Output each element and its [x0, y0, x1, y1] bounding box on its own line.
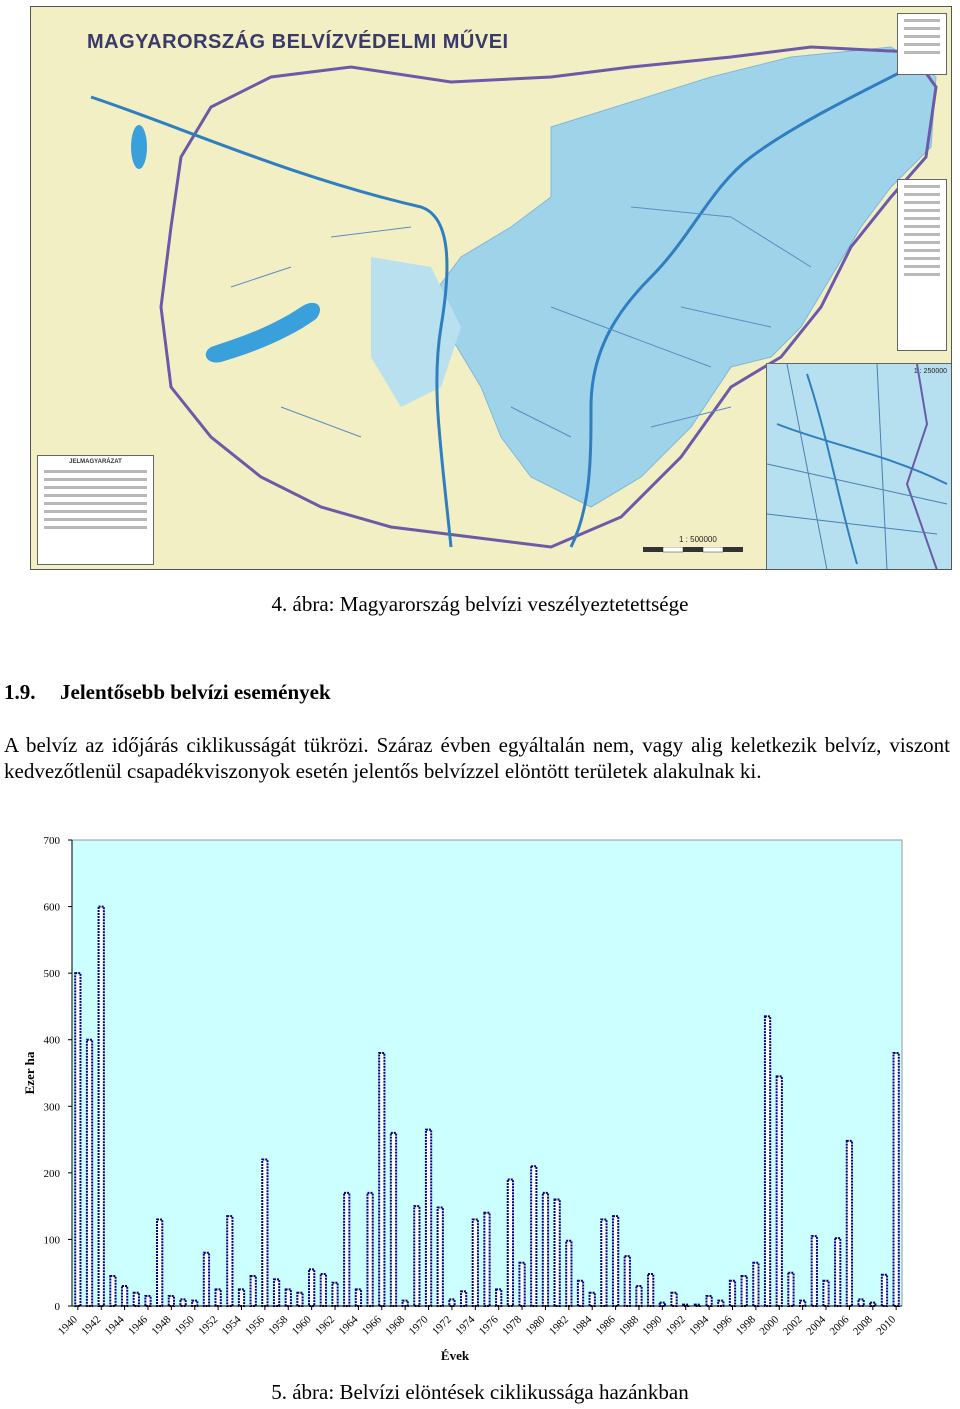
bar-1956: [262, 1160, 267, 1306]
bar-1964: [356, 1289, 361, 1306]
y-tick-label: 100: [43, 1234, 60, 1247]
bar-2004: [823, 1281, 828, 1306]
x-tick-label: 1970: [406, 1313, 431, 1338]
section-title: Jelentősebb belvízi események: [60, 680, 331, 704]
x-tick-label: 1984: [570, 1313, 595, 1338]
bar-1980: [543, 1193, 548, 1306]
x-tick-label: 1988: [617, 1313, 642, 1338]
x-tick-label: 1982: [546, 1313, 571, 1338]
inset-graphic: [767, 364, 951, 570]
inset-scale: 1 : 250000: [913, 368, 947, 375]
bar-1949: [180, 1299, 185, 1306]
bar-1943: [110, 1276, 115, 1306]
map-side-legend: [897, 179, 947, 351]
map-inset: [766, 363, 952, 570]
bar-1982: [566, 1241, 571, 1306]
x-tick-label: 1968: [383, 1313, 408, 1338]
y-tick-label: 300: [43, 1101, 60, 1114]
bar-2006: [847, 1141, 852, 1306]
figure-4-caption: 4. ábra: Magyarország belvízi veszélyeztetettsége: [271, 592, 689, 616]
x-tick-label: 1956: [242, 1313, 268, 1338]
x-tick-label: 1986: [593, 1313, 618, 1338]
bar-2002: [800, 1301, 805, 1306]
bar-1969: [414, 1206, 419, 1306]
bar-1996: [730, 1281, 735, 1306]
bar-1974: [473, 1219, 478, 1306]
x-tick-label: 1994: [687, 1313, 712, 1338]
bar-1965: [367, 1193, 372, 1306]
bar-1972: [449, 1299, 454, 1306]
x-tick-label: 1944: [102, 1313, 127, 1338]
bar-1998: [753, 1263, 758, 1306]
x-tick-label: 1958: [266, 1313, 291, 1338]
bar-2009: [882, 1275, 887, 1306]
scale-bar: [643, 547, 743, 555]
bar-1959: [297, 1293, 302, 1306]
section-heading: [4, 680, 331, 705]
bar-2003: [812, 1236, 817, 1306]
x-tick-label: 1948: [149, 1313, 174, 1338]
map-info-box: [897, 13, 947, 75]
x-tick-label: 1972: [430, 1313, 455, 1338]
x-tick-label: 2010: [874, 1313, 899, 1338]
bar-1970: [426, 1130, 431, 1306]
bar-2007: [858, 1299, 863, 1306]
bar-1981: [555, 1199, 560, 1306]
x-tick-label: 1950: [172, 1313, 197, 1338]
bar-1989: [648, 1274, 653, 1306]
bar-1945: [134, 1293, 139, 1306]
y-tick-label: 400: [43, 1034, 60, 1047]
x-tick-label: 1980: [523, 1313, 548, 1338]
y-tick-label: 700: [43, 835, 60, 847]
bar-1986: [613, 1216, 618, 1306]
bar-1985: [601, 1219, 606, 1306]
bar-1955: [251, 1276, 256, 1306]
x-tick-label: 1992: [663, 1313, 688, 1338]
bar-1962: [332, 1283, 337, 1306]
bar-1971: [438, 1207, 443, 1306]
bar-1999: [765, 1016, 770, 1306]
x-tick-label: 2000: [757, 1313, 782, 1338]
x-tick-label: 1960: [289, 1313, 314, 1338]
x-axis-label: Évek: [440, 1348, 470, 1363]
x-tick-label: 1996: [710, 1313, 735, 1338]
legend-title: JELMAGYARÁZAT: [69, 459, 122, 465]
section-paragraph: A belvíz az időjárás ciklikusságát tükrözi. Száraz évben egyáltalán nem, vagy alig keletkezik belvíz, viszont kedvezőtlenül csapadékviszonyok esetén jelentős belvízzel elöntött területek alakulnak ki.: [4, 733, 950, 783]
x-tick-label: 1998: [733, 1313, 758, 1338]
section-number: 1.9.: [4, 680, 36, 704]
bar-1940: [75, 973, 80, 1306]
x-tick-label: 2002: [780, 1313, 805, 1338]
bar-1983: [578, 1281, 583, 1306]
bar-1977: [508, 1180, 513, 1306]
bar-1984: [590, 1293, 595, 1306]
x-tick-label: 1964: [336, 1313, 361, 1338]
x-tick-label: 2008: [850, 1313, 875, 1338]
x-tick-label: 1942: [79, 1313, 104, 1338]
bar-2000: [777, 1076, 782, 1306]
x-tick-label: 1954: [219, 1313, 244, 1338]
bar-1997: [742, 1276, 747, 1306]
bar-1947: [157, 1219, 162, 1306]
bar-1978: [519, 1263, 524, 1306]
x-axis: [56, 1306, 902, 1338]
lake-fertő: [131, 125, 147, 169]
x-tick-label: 1974: [453, 1313, 478, 1338]
bar-2001: [788, 1273, 793, 1306]
chart-svg: [0, 828, 960, 1368]
x-tick-label: 1978: [500, 1313, 525, 1338]
y-tick-label: 500: [43, 968, 60, 981]
bar-1942: [99, 907, 104, 1306]
bar-1963: [344, 1193, 349, 1306]
bar-2010: [894, 1053, 899, 1306]
bar-1975: [484, 1213, 489, 1306]
x-tick-label: 2004: [804, 1313, 829, 1338]
bar-1944: [122, 1286, 127, 1306]
bar-1952: [216, 1289, 221, 1306]
bar-1961: [321, 1274, 326, 1306]
bar-1953: [227, 1216, 232, 1306]
bar-1991: [671, 1293, 676, 1306]
map-title: MAGYARORSZÁG BELVÍZVÉDELMI MŰVEI: [87, 31, 509, 53]
x-tick-label: 1990: [640, 1313, 665, 1338]
bar-1954: [239, 1289, 244, 1306]
bar-1960: [309, 1269, 314, 1306]
bar-1968: [403, 1301, 408, 1306]
x-tick-label: 1940: [55, 1313, 80, 1338]
bar-2005: [835, 1238, 840, 1306]
x-tick-label: 2006: [827, 1313, 852, 1338]
y-axis-label: Ezer ha: [22, 1051, 37, 1095]
bar-1988: [636, 1286, 641, 1306]
x-tick-label: 1962: [313, 1313, 338, 1338]
x-tick-label: 1946: [126, 1313, 151, 1338]
bar-1950: [192, 1301, 197, 1306]
x-tick-label: 1966: [359, 1313, 384, 1338]
bar-1957: [274, 1279, 279, 1306]
bar-1979: [531, 1166, 536, 1306]
bar-1951: [204, 1253, 209, 1306]
bar-1994: [706, 1296, 711, 1306]
bar-1987: [625, 1256, 630, 1306]
bar-1958: [286, 1289, 291, 1306]
bar-1976: [496, 1289, 501, 1306]
bar-1966: [379, 1053, 384, 1306]
bar-1995: [718, 1301, 723, 1306]
flood-bar-chart: [0, 828, 960, 1368]
figure-5-caption: 5. ábra: Belvízi elöntések ciklikussága hazánkban: [271, 1380, 689, 1404]
y-tick-label: 200: [43, 1167, 60, 1180]
bar-1967: [391, 1133, 396, 1306]
y-axis: [44, 835, 73, 1313]
bar-1941: [87, 1040, 92, 1306]
bar-1973: [461, 1291, 466, 1306]
map-legend: [37, 455, 154, 565]
main-scale: 1 : 500000: [679, 535, 717, 544]
y-tick-label: 0: [54, 1301, 60, 1313]
bar-1946: [145, 1296, 150, 1306]
x-tick-label: 1976: [476, 1313, 501, 1338]
bar-1948: [169, 1296, 174, 1306]
x-tick-label: 1952: [196, 1313, 221, 1338]
hungary-flood-map: [30, 6, 952, 570]
y-tick-label: 600: [43, 901, 60, 914]
